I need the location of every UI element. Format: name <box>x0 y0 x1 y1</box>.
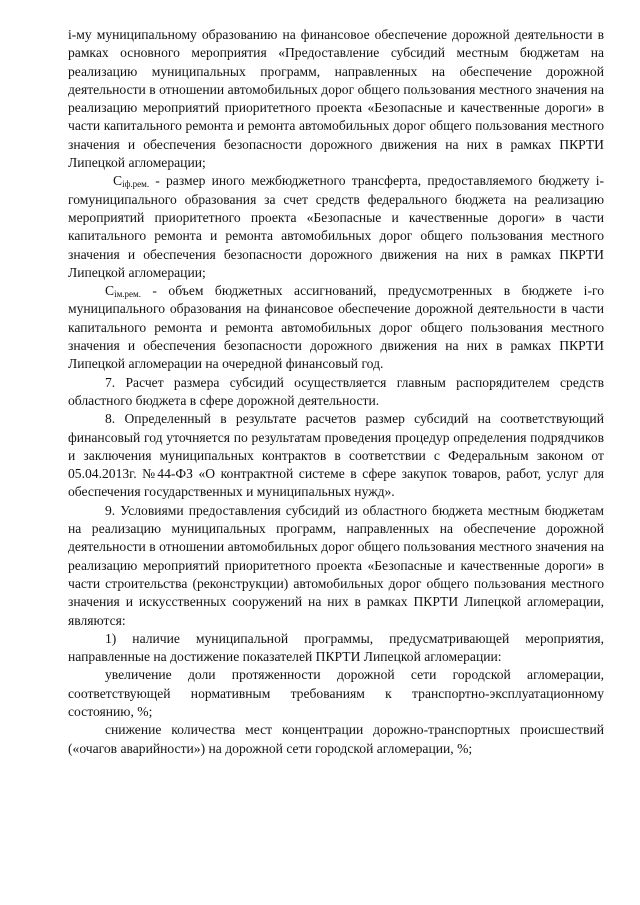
paragraph-subitem-1: 1) наличие муниципальной программы, предусматривающей мероприятия, направленные на достижение показателей ПКРТИ Липецкой агломерации: <box>68 630 604 665</box>
paragraph-item-7: 7. Расчет размера субсидий осуществляется главным распорядителем средств областного бюджета в сфере дорожной деятельности. <box>68 374 604 408</box>
paragraph-item-8: 8. Определенный в результате расчетов размер субсидий на соответствующий финансовый год уточняется по результатам проведения процедур определения подрядчиков и заключения муниципальных контрактов в соответствии с Федеральным законом от 05.04.2013г. №44-ФЗ «О контрактной системе в сфере закупок товаров, работ, услуг для обеспечения государственных и муниципальных нужд». <box>68 411 604 500</box>
variable-subscript: iм.рем. <box>114 289 141 300</box>
paragraph-indicator-accident-spots: снижение количества мест концентрации дорожно-транспортных происшествий («очагов аварийности») на дорожной сети городской агломерации, %; <box>68 722 604 756</box>
variable-description: - размер иного межбюджетного трансферта, предоставляемого бюджету i-гомуниципального образования за счет средств федерального бюджета на реализацию мероприятий приоритетного проекта «Безопасные и качественные дороги» в части капитального ремонта и ремонта автомобильных дорог общего пользования местного значения и обеспечения безопасности дорожного движения на них в рамках ПКРТИ Липецкой агломерации; <box>68 173 604 280</box>
paragraph-variable-c-im <box>68 282 604 373</box>
variable-symbol: C <box>113 173 123 189</box>
variable-symbol: C <box>105 283 115 299</box>
variable-description: - объем бюджетных ассигнований, предусмотренных в бюджете i-го муниципального образования на финансовое обеспечение дорожной деятельности в части капитального ремонта и ремонта автомобильных дорог общего пользования местного значения и обеспечения безопасности дорожного движения на них в рамках ПКРТИ Липецкой агломерации на очередной финансовый год. <box>68 283 604 372</box>
paragraph-variable-c-if <box>68 172 604 282</box>
paragraph-indicator-road-share: увеличение доли протяженности дорожной сети городской агломерации, соответствующей нормативным требованиям к транспортно-эксплуатационному состоянию, %; <box>68 667 604 719</box>
paragraph-item-9: 9. Условиями предоставления субсидий из областного бюджета местным бюджетам на реализацию муниципальных программ, направленных на обеспечение дорожной деятельности в отношении автомобильных дорог общего пользования местного значения на реализацию мероприятий приоритетного проекта «Безопасные и качественные дороги» в части строительства (реконструкции) автомобильных дорог общего пользования местного значения и искусственных сооружений на них в рамках ПКРТИ Липецкой агломерации, являются: <box>68 502 604 628</box>
paragraph-municipal-formation: i-му муниципальному образованию на финансовое обеспечение дорожной деятельности в рамках основного мероприятия «Предоставление субсидий местным бюджетам на реализацию муниципальных программ, направленных на обеспечение дорожной деятельности в отношении автомобильных дорог общего пользования местного значения на реализацию мероприятий приоритетного проекта «Безопасные и качественные дороги» в части капитального ремонта и ремонта автомобильных дорог общего пользования местного значения и обеспечения безопасности дорожного движения на них в рамках ПКРТИ Липецкой агломерации; <box>68 27 604 171</box>
variable-subscript: iф.рем. <box>122 179 150 190</box>
